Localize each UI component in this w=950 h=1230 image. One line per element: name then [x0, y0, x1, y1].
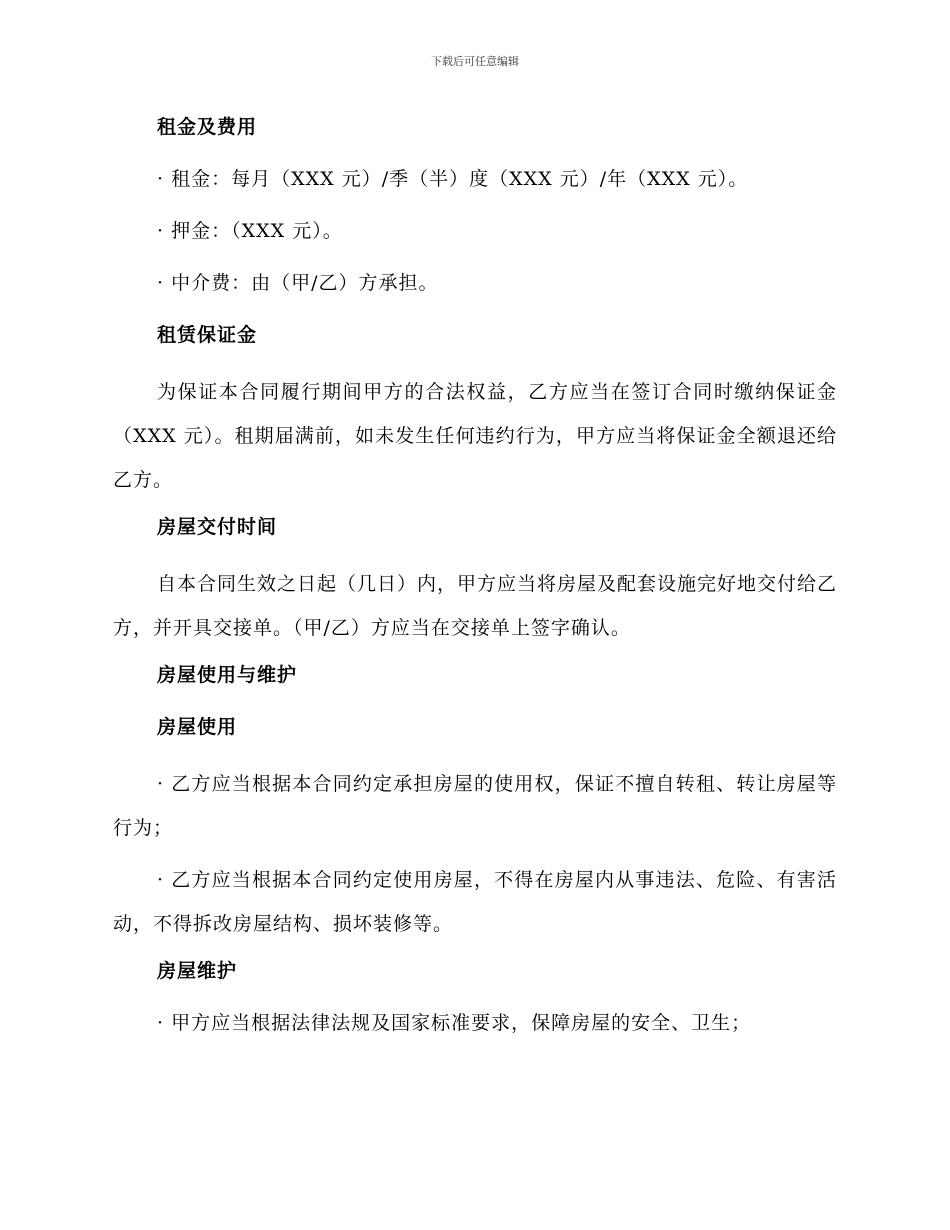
section-heading-maintenance: 房屋维护: [157, 960, 238, 982]
section-heading-usage-maintenance: 房屋使用与维护: [157, 664, 298, 686]
deposit-paragraph: 为保证本合同履行期间甲方的合法权益，乙方应当在签订合同时缴纳保证金（XXX 元）。租期届满前，如未发生任何违约行为，甲方应当将保证金全额退还给乙方。: [113, 381, 837, 491]
usage-item-activities: · 乙方应当根据本合同约定使用房屋，不得在房屋内从事违法、危险、有害活动，不得拆改房屋结构、损坏装修等。: [113, 869, 837, 935]
document-body: [113, 110, 837, 1058]
section-heading-delivery: 房屋交付时间: [157, 516, 278, 538]
page-header: 下载后可任意编辑: [431, 55, 519, 68]
section-heading-rent: 租金及费用: [157, 116, 258, 138]
section-heading-usage: 房屋使用: [157, 716, 238, 738]
agency-fee-item: · 中介费：由（甲/乙）方承担。: [157, 272, 439, 294]
rent-item: · 租金：每月（XXX 元）/季（半）度（XXX 元）/年（XXX 元）。: [157, 168, 749, 190]
maintenance-item: · 甲方应当根据法律法规及国家标准要求，保障房屋的安全、卫生；: [157, 1012, 752, 1034]
section-heading-deposit: 租赁保证金: [157, 324, 258, 346]
usage-item-sublet: · 乙方应当根据本合同约定承担房屋的使用权，保证不擅自转租、转让房屋等行为；: [113, 773, 837, 839]
deposit-amount-item: · 押金：（XXX 元）。: [157, 220, 343, 242]
delivery-paragraph: 自本合同生效之日起（几日）内，甲方应当将房屋及配套设施完好地交付给乙方，并开具交接单。（甲/乙）方应当在交接单上签字确认。: [113, 573, 838, 639]
